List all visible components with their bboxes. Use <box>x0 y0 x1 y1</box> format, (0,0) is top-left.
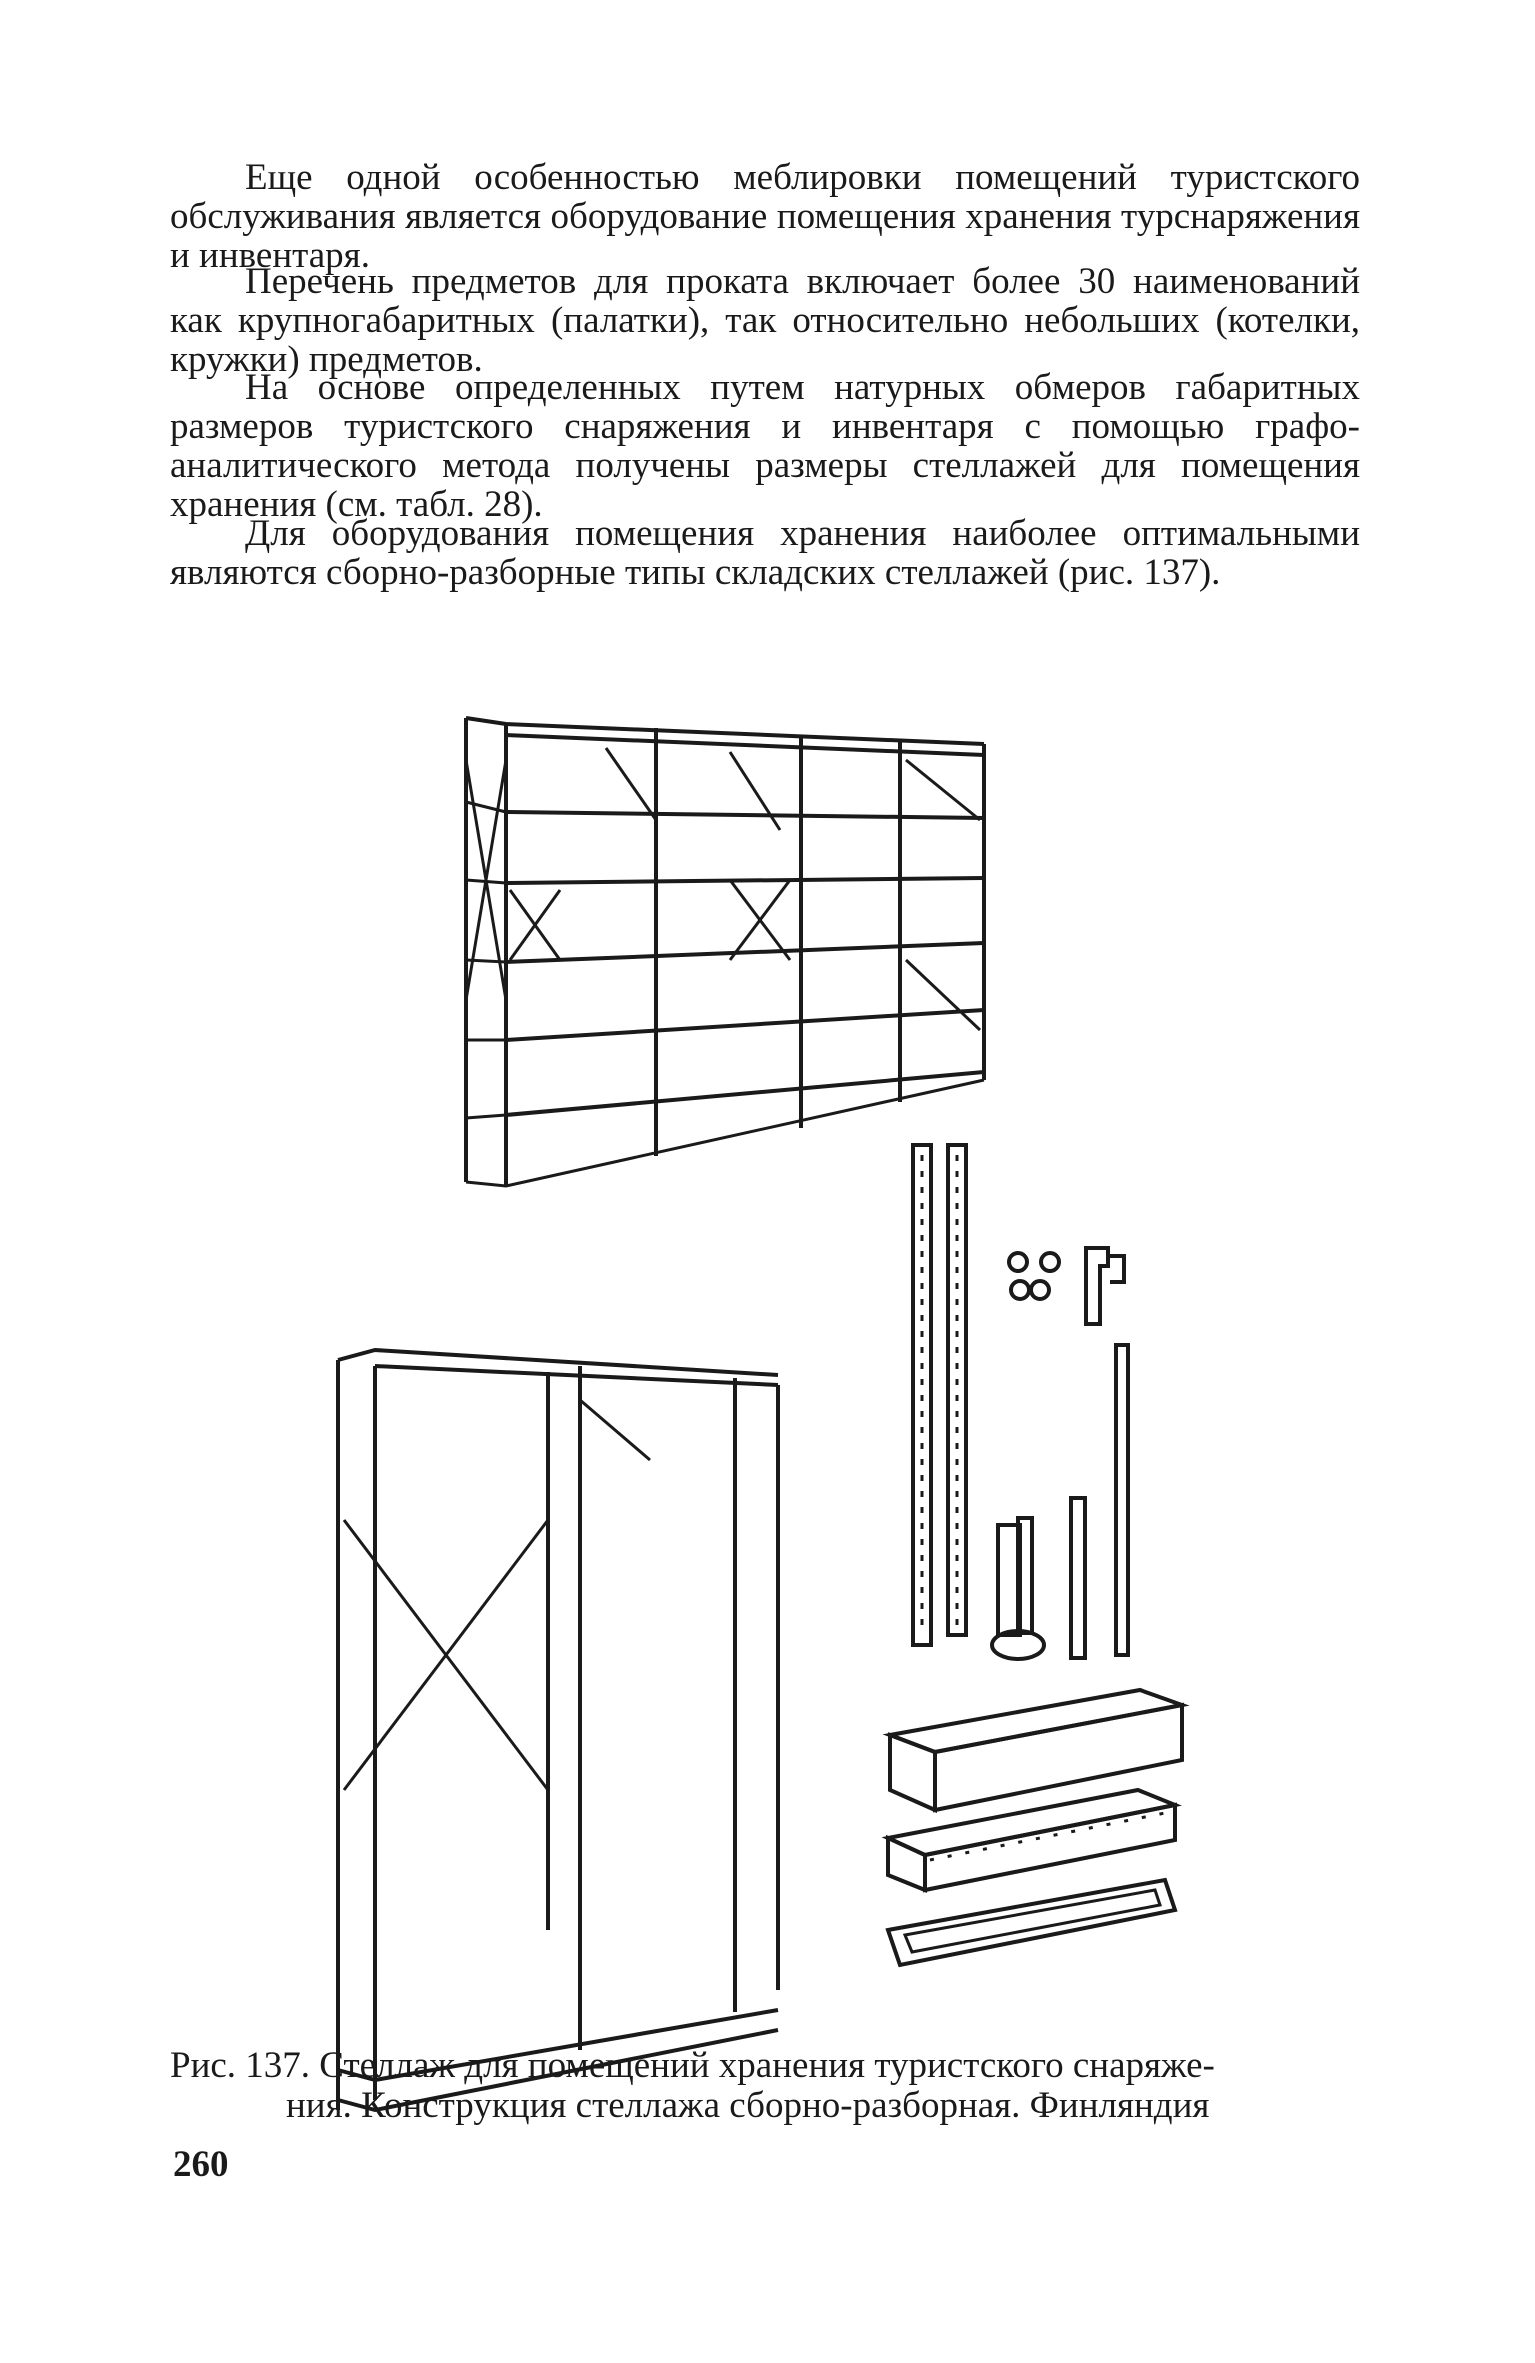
paragraph-3: На основе определенных путем натурных обмеров габаритных размеров туристского снаряжения и инвентаря с помощью графоаналитического метода получены размеры стеллажей для помещения хранения (см. табл. 28). <box>170 367 1360 525</box>
page-number: 260 <box>173 2144 229 2185</box>
shelf-panels <box>888 1690 1182 1965</box>
shelving-components <box>913 1145 1128 1659</box>
caption-line-2: ния. Конструкция стеллажа сборно-разборная. Финляндия <box>286 2085 1210 2126</box>
paragraph-2: Перечень предметов для проката включает более 30 наименований как крупногабаритных (палатки), так относительно небольших (котелки, кружки) предметов. <box>170 261 1360 380</box>
caption-line-1: Рис. 137. Стеллаж для помещений хранения туристского снаряже- <box>170 2045 1215 2086</box>
shelving-unit-large <box>466 718 984 1186</box>
paragraph-1: Еще одной особенностью меблировки помещений туристского обслуживания является оборудование помещения хранения турснаряжения и инвентаря. <box>170 157 1360 276</box>
figure-caption <box>170 2046 1370 2126</box>
shelving-unit-small <box>338 1350 778 2110</box>
paragraph-4: Для оборудования помещения хранения наиболее оптимальными являются сборно-разборные типы складских стеллажей (рис. 137). <box>170 513 1360 593</box>
